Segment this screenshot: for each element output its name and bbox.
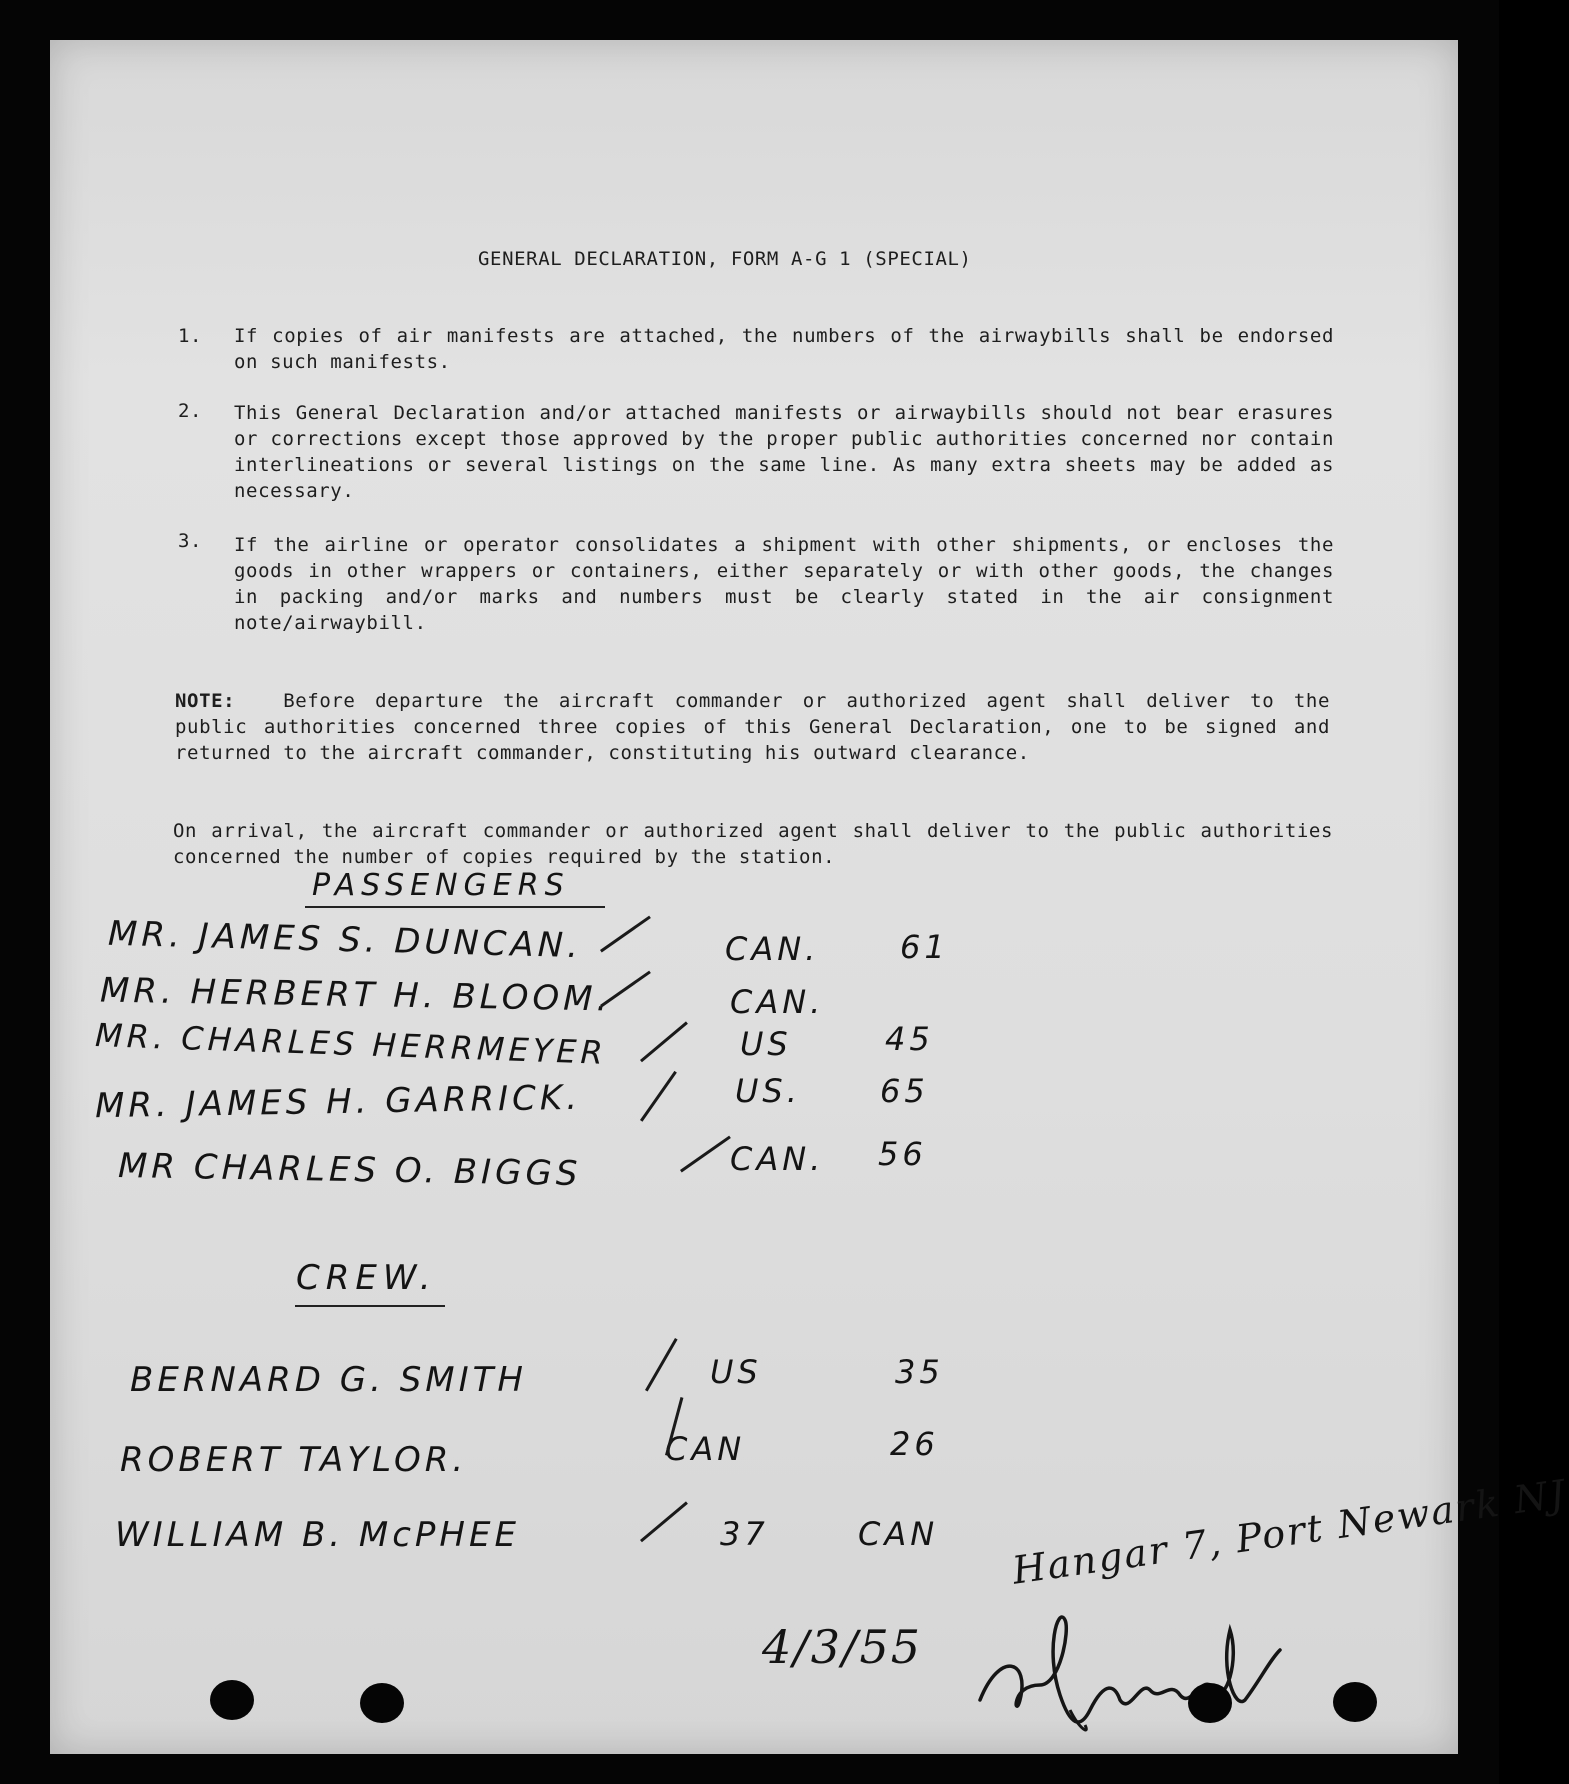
passenger-age: 45 <box>885 1020 934 1058</box>
item-text: This General Declaration and/or attached manifests or airwaybills should not bear erasures or corrections except those approved by the proper public authorities concerned nor contain interlineations or several listings on the same line. As many extra sheets may be added as necessary. <box>234 402 1334 502</box>
signature <box>970 1590 1330 1740</box>
location-note: Hangar 7, Port Newark NJ <box>1009 1471 1569 1593</box>
crew-name: BERNARD G. SMITH <box>130 1360 527 1400</box>
note-label: NOTE: <box>175 690 236 712</box>
item-number: 3. <box>178 530 203 552</box>
passenger-age: 61 <box>900 928 949 966</box>
item-number: 1. <box>178 325 203 347</box>
item-text: If the airline or operator consolidates a shipment with other shipments, or encloses the goods in other wrappers or containers, either separately or with other goods, the changes in packing and/or marks and numbers must be clearly stated in the air consignment note/airwaybill. <box>234 534 1334 634</box>
passenger-name: MR. JAMES S. DUNCAN. <box>107 913 583 967</box>
arrival-paragraph: On arrival, the aircraft commander or authorized agent shall deliver to the public authorities concerned the number of copies required by the station. <box>173 820 1333 868</box>
passenger-nationality: CAN. <box>725 930 820 968</box>
passenger-nationality: US <box>740 1025 792 1063</box>
passenger-name: MR. CHARLES HERRMEYER <box>94 1016 608 1072</box>
crew-nationality: CAN <box>858 1515 939 1553</box>
note-text: Before departure the aircraft commander or authorized agent shall deliver to the public authorities concerned three copies of this General Declaration, one to be signed and returned to the aircraft commander, constituting his outward clearance. <box>175 690 1330 764</box>
passengers-heading: PASSENGERS <box>312 868 570 903</box>
form-title: GENERAL DECLARATION, FORM A-G 1 (SPECIAL) <box>478 248 972 270</box>
crew-name: WILLIAM B. McPHEE <box>115 1515 520 1555</box>
passenger-name: MR CHARLES O. BIGGS <box>117 1145 582 1195</box>
crew-age: 26 <box>890 1425 939 1463</box>
crew-name: ROBERT TAYLOR. <box>120 1440 468 1480</box>
punch-hole <box>1188 1683 1232 1723</box>
crew-heading: CREW. <box>296 1258 437 1298</box>
passenger-nationality: CAN. <box>730 1140 825 1178</box>
punch-hole <box>1333 1682 1377 1722</box>
crew-age: 35 <box>895 1353 944 1391</box>
crew-nationality: US <box>710 1353 762 1391</box>
crew-age: 37 <box>720 1515 769 1553</box>
passenger-nationality: CAN. <box>730 983 825 1021</box>
document-page <box>50 40 1458 1754</box>
passenger-age: 56 <box>878 1135 927 1173</box>
item-number: 2. <box>178 400 203 422</box>
passenger-name: MR. HERBERT H. BLOOM. <box>99 970 612 1020</box>
note-paragraph <box>175 688 1330 766</box>
faint-stamp-mark <box>1290 870 1360 906</box>
item-text: If copies of air manifests are attached, the numbers of the airwaybills shall be endorsed on such manifests. <box>234 325 1334 373</box>
punch-hole <box>210 1680 254 1720</box>
punch-hole <box>360 1683 404 1723</box>
crew-heading-underline <box>295 1305 445 1307</box>
crew-nationality: CAN <box>665 1430 746 1468</box>
passenger-age: 65 <box>880 1072 929 1110</box>
passenger-nationality: US. <box>735 1072 801 1110</box>
date-note: 4/3/55 <box>762 1620 923 1674</box>
passenger-name: MR. JAMES H. GARRICK. <box>94 1077 582 1127</box>
passengers-heading-underline <box>305 906 605 908</box>
